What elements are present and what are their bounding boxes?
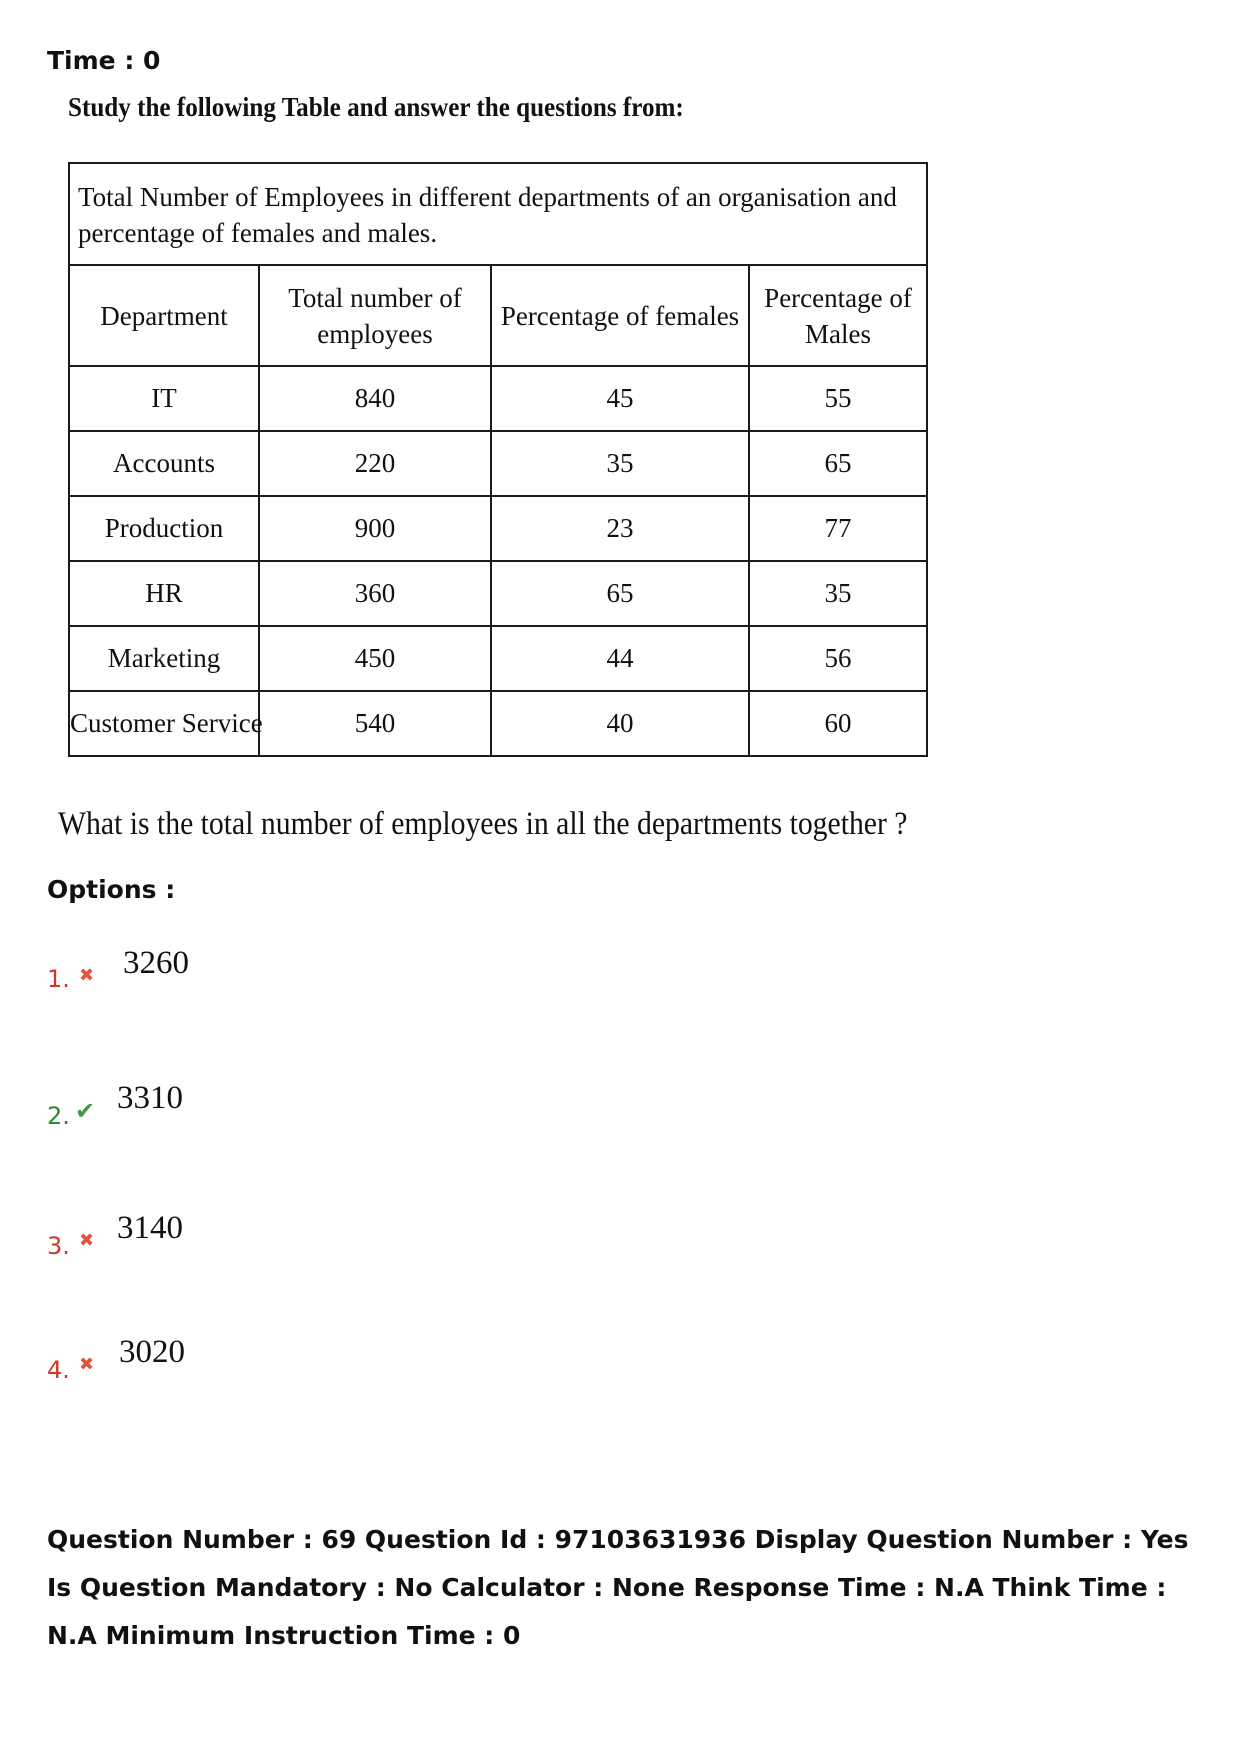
table-row	[69, 561, 927, 626]
header-percentage-males: Percentage of Males	[749, 265, 927, 366]
table-caption: Total Number of Employees in different departments of an organisation and percentage of females and males.	[69, 163, 927, 265]
option-value: 3260	[123, 945, 189, 981]
department-cell: Production	[69, 496, 259, 561]
employees-table	[68, 162, 928, 757]
male-pct-cell: 35	[749, 561, 927, 626]
checkmark-icon: ✔	[75, 1097, 96, 1125]
option-3[interactable]	[47, 1210, 447, 1270]
department-cell: Marketing	[69, 626, 259, 691]
option-number: 2.	[47, 1102, 70, 1130]
department-cell: Accounts	[69, 431, 259, 496]
option-4[interactable]	[47, 1334, 447, 1394]
time-label: Time : 0	[47, 46, 161, 75]
options-label: Options :	[47, 875, 176, 904]
table-row	[69, 366, 927, 431]
male-pct-cell: 56	[749, 626, 927, 691]
table-row	[69, 626, 927, 691]
header-total-employees: Total number of employees	[259, 265, 491, 366]
option-value: 3020	[119, 1334, 185, 1370]
female-pct-cell: 44	[491, 626, 749, 691]
female-pct-cell: 40	[491, 691, 749, 756]
male-pct-cell: 77	[749, 496, 927, 561]
table-row	[69, 496, 927, 561]
option-value: 3310	[117, 1080, 183, 1116]
table-row	[69, 431, 927, 496]
total-cell: 840	[259, 366, 491, 431]
cross-icon: ✖	[79, 1230, 95, 1251]
header-percentage-females: Percentage of females	[491, 265, 749, 366]
total-cell: 900	[259, 496, 491, 561]
male-pct-cell: 65	[749, 431, 927, 496]
option-number: 3.	[47, 1232, 70, 1260]
option-1[interactable]	[47, 945, 447, 1005]
option-number: 1.	[47, 965, 70, 993]
department-cell: HR	[69, 561, 259, 626]
option-number: 4.	[47, 1356, 70, 1384]
total-cell: 220	[259, 431, 491, 496]
total-cell: 360	[259, 561, 491, 626]
question-metadata: Question Number : 69 Question Id : 97103631936 Display Question Number : Yes Is Question Mandatory : No Calculator : None Response Time : N.A Think Time : N.A Minimum Instruction Time : 0	[47, 1525, 1189, 1650]
female-pct-cell: 35	[491, 431, 749, 496]
female-pct-cell: 45	[491, 366, 749, 431]
male-pct-cell: 55	[749, 366, 927, 431]
department-cell: IT	[69, 366, 259, 431]
female-pct-cell: 65	[491, 561, 749, 626]
total-cell: 450	[259, 626, 491, 691]
cross-icon: ✖	[79, 965, 95, 986]
department-cell: Customer Service	[69, 691, 259, 756]
cross-icon: ✖	[79, 1354, 95, 1375]
total-cell: 540	[259, 691, 491, 756]
male-pct-cell: 60	[749, 691, 927, 756]
option-value: 3140	[117, 1210, 183, 1246]
question-text: What is the total number of employees in all the departments together ?	[58, 806, 908, 842]
table-row	[69, 691, 927, 756]
female-pct-cell: 23	[491, 496, 749, 561]
instruction-text: Study the following Table and answer the questions from:	[68, 92, 684, 122]
header-department: Department	[69, 265, 259, 366]
option-2[interactable]	[47, 1080, 447, 1140]
